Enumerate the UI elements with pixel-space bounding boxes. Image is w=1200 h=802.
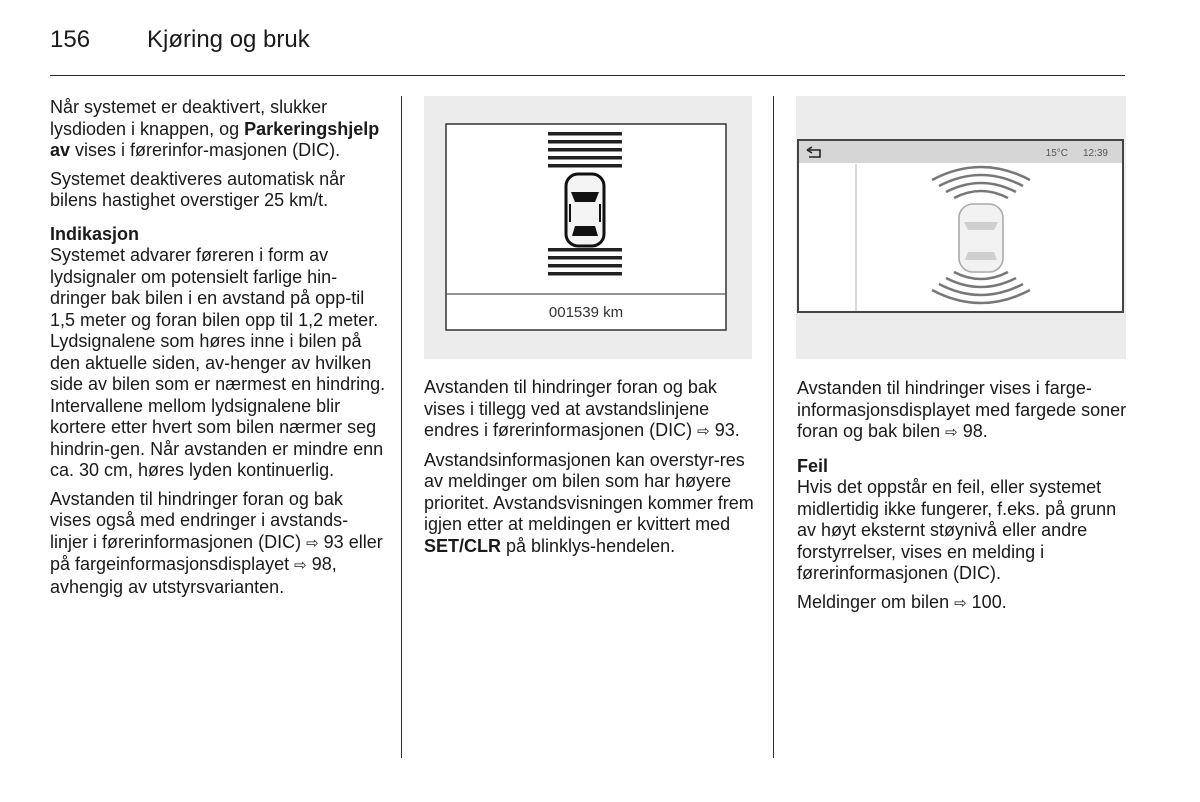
page-title: Kjøring og bruk xyxy=(147,26,310,53)
xref-arrow-icon: ⇨ xyxy=(954,593,967,612)
paragraph-override: Avstandsinformasjonen kan overstyr-res av meldinger om bilen som har høyere prioritet. Avstandsvisningen kommer frem igjen etter at meldingen er kvittert med SET/CLR på blinklys-hendelen. xyxy=(424,449,754,556)
xref-page-98: 98 xyxy=(311,554,332,574)
xref-page-100: 100 xyxy=(971,591,1002,612)
car-icon xyxy=(959,204,1003,272)
set-clr-label: SET/CLR xyxy=(424,535,502,556)
paragraph-auto-deactivation: Systemet deaktiveres automatisk når bilens hastighet overstiger 25 km/t. xyxy=(50,168,346,210)
column-divider-1 xyxy=(401,96,402,758)
xref-page-98: 98 xyxy=(962,421,983,441)
figure-dic-display xyxy=(424,96,752,359)
header-rule xyxy=(50,75,1125,76)
paragraph-dic-lines: Avstanden til hindringer foran og bak vises i tillegg ved at avstandslinjene endres i førerinformasjonen (DIC) ⇨ 93. xyxy=(424,377,740,440)
car-icon xyxy=(566,174,604,246)
heading-feil: Feil xyxy=(797,455,829,476)
paragraph-fault: Hvis det oppstår en feil, eller systemet midlertidig ikke fungerer, f.eks. på grunn av høyt eksternt støynivå eller andre forstyrrelser, vises en melding i førerinformasjonen (DIC). xyxy=(797,477,1117,583)
dic-display-illustration xyxy=(424,96,752,359)
paragraph-distance-lines: Avstanden til hindringer foran og bak vises også med endringer i avstands-linjer i førerinformasjonen (DIC) ⇨ 93 eller på fargeinformasjonsdisplayet ⇨ 98, avhengig av utstyrsvarianten. xyxy=(50,488,383,597)
xref-arrow-icon: ⇨ xyxy=(294,556,307,574)
heading-indikasjon: Indikasjon xyxy=(50,223,140,244)
paragraph-color-display: Avstanden til hindringer vises i farge-informasjonsdisplayet med fargede soner foran og bak bilen ⇨ 98. xyxy=(797,378,1127,441)
paragraph-warning: Systemet advarer føreren i form av lydsignaler om potensielt farlige hin-dringer bak bilen i en avstand på opp-til 1,5 meter og foran bilen opp til 1,2 meter. Lydsignalene som høres inne i bilen på den aktuelle siden, av-henger av hvilken side av bilen som er nærmest en hindring. Intervallene mellom lydsignalene blir kortere etter hvert som bilen nærmer seg hindrin-gen. Når avstanden er mindre enn ca. 30 cm, høres lyden kontinuerlig. xyxy=(50,245,386,480)
color-display-illustration xyxy=(796,96,1126,359)
xref-arrow-icon: ⇨ xyxy=(306,533,319,552)
xref-page-93: 93 xyxy=(323,531,344,552)
odometer-reading: 001539 km xyxy=(548,304,624,321)
column-3 xyxy=(797,378,1127,621)
column-2 xyxy=(424,377,754,564)
parking-assist-off-label: Parkeringshjelp av xyxy=(50,118,380,160)
paragraph-vehicle-messages: Meldinger om bilen ⇨ 100. xyxy=(797,591,1007,612)
paragraph-deactivation: Når systemet er deaktivert, slukker lysdioden i knappen, og Parkeringshjelp av vises i førerinfor-masjonen (DIC). xyxy=(50,97,380,160)
clock-display: 12:39 xyxy=(1082,148,1108,159)
temperature-display: 15°C xyxy=(1045,148,1068,159)
xref-arrow-icon: ⇨ xyxy=(697,422,710,440)
column-divider-2 xyxy=(773,96,774,758)
xref-arrow-icon: ⇨ xyxy=(945,423,958,441)
column-1 xyxy=(50,97,386,605)
page-number: 156 xyxy=(50,26,91,53)
figure-color-display xyxy=(796,96,1126,359)
xref-page-93: 93 xyxy=(714,420,735,440)
